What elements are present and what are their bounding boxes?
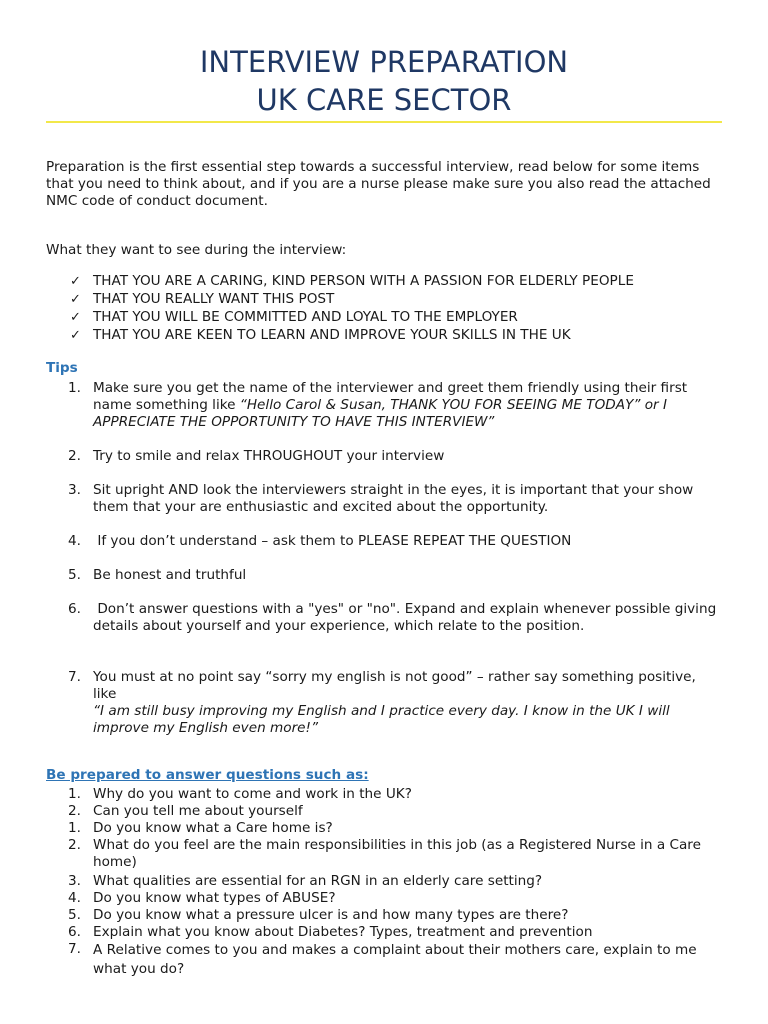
check-icon: ✓	[70, 292, 81, 307]
tip-text: You must at no point say “sorry my english is not good” – rather say something positive, like	[93, 669, 696, 702]
checklist-item	[46, 273, 722, 291]
tip-number: 5.	[68, 567, 81, 583]
tip-number: 7.	[68, 669, 81, 685]
checklist-item-text: THAT YOU REALLY WANT THIS POST	[93, 291, 335, 307]
question-item	[46, 803, 722, 820]
question-number: 3.	[68, 873, 81, 889]
checklist-item	[46, 309, 722, 327]
tip-text: Try to smile and relax THROUGHOUT your interview	[93, 448, 445, 464]
tip-number: 4.	[68, 533, 81, 549]
questions-heading: Be prepared to answer questions such as:	[46, 767, 369, 783]
question-text: What do you feel are the main responsibilities in this job (as a Registered Nurse in a Care home)	[93, 837, 701, 870]
tip-item	[46, 448, 722, 465]
tip-item	[46, 567, 722, 584]
page-title-line-1: INTERVIEW PREPARATION	[199, 45, 569, 79]
question-number: 5.	[68, 907, 81, 923]
tip-item	[46, 533, 722, 550]
question-item	[46, 786, 722, 803]
question-text: Do you know what a Care home is?	[93, 820, 333, 836]
tip-text: If you don’t understand – ask them to PLEASE REPEAT THE QUESTION	[93, 533, 572, 549]
tip-text: Make sure you get the name of the interviewer and greet them friendly using their first name something like	[93, 380, 688, 413]
tip-text: Sit upright AND look the interviewers straight in the eyes, it is important that your show them that your are enthusiastic and excited about the opportunity.	[93, 482, 694, 515]
question-number: 4.	[68, 890, 81, 906]
intro-paragraph: Preparation is the first essential step towards a successful interview, read below for some items that you need to think about, and if you are a nurse please make sure you also read the attached NMC code of conduct document.	[46, 159, 711, 209]
question-item	[46, 941, 722, 979]
tip-number: 2.	[68, 448, 81, 464]
question-item	[46, 837, 722, 871]
question-number: 2.	[68, 803, 81, 819]
checklist-item-text: THAT YOU ARE KEEN TO LEARN AND IMPROVE YOUR SKILLS IN THE UK	[93, 327, 571, 343]
tip-text: Be honest and truthful	[93, 567, 247, 583]
question-item	[46, 873, 722, 890]
tip-item	[46, 482, 722, 516]
tip-item	[46, 669, 722, 737]
tip-number: 1.	[68, 380, 81, 396]
check-icon: ✓	[70, 310, 81, 325]
checklist-item-text: THAT YOU WILL BE COMMITTED AND LOYAL TO THE EMPLOYER	[93, 309, 518, 325]
tip-item	[46, 380, 722, 431]
question-text: Why do you want to come and work in the UK?	[93, 786, 412, 802]
tips-heading: Tips	[46, 360, 78, 376]
question-text: Do you know what types of ABUSE?	[93, 890, 336, 906]
checklist	[46, 273, 722, 345]
question-text: What qualities are essential for an RGN in an elderly care setting?	[93, 873, 543, 889]
question-text: A Relative comes to you and makes a complaint about their mothers care, explain to me what you do?	[93, 942, 697, 977]
checklist-item	[46, 327, 722, 345]
question-number: 7.	[68, 941, 81, 957]
question-item	[46, 924, 722, 941]
tip-number: 6.	[68, 601, 81, 617]
tip-text: Don’t answer questions with a "yes" or "no". Expand and explain whenever possible giving details about yourself and your experience, which relate to the position.	[93, 601, 721, 634]
tip-example-quote: “Hello Carol & Susan, THANK YOU FOR SEEING ME TODAY” or I APPRECIATE THE OPPORTUNITY TO HAVE THIS INTERVIEW”	[93, 397, 667, 430]
question-item	[46, 820, 722, 837]
question-number: 6.	[68, 924, 81, 940]
want-heading: What they want to see during the interview:	[46, 242, 347, 258]
question-item	[46, 907, 722, 924]
check-icon: ✓	[70, 328, 81, 343]
question-number: 1.	[68, 786, 81, 802]
question-number: 1.	[68, 820, 81, 836]
question-number: 2.	[68, 837, 81, 853]
tip-item	[46, 601, 722, 635]
question-text: Explain what you know about Diabetes? Types, treatment and prevention	[93, 924, 593, 940]
checklist-item-text: THAT YOU ARE A CARING, KIND PERSON WITH A PASSION FOR ELDERLY PEOPLE	[93, 273, 634, 289]
tip-number: 3.	[68, 482, 81, 498]
question-text: Can you tell me about yourself	[93, 803, 303, 819]
tip-example-quote: “I am still busy improving my English and I practice every day. I know in the UK I will improve my English even more!”	[93, 703, 670, 736]
question-text: Do you know what a pressure ulcer is and how many types are there?	[93, 907, 569, 923]
check-icon: ✓	[70, 274, 81, 289]
checklist-item	[46, 291, 722, 309]
page-title-line-2: UK CARE SECTOR	[256, 83, 512, 117]
title-divider	[46, 121, 722, 123]
question-item	[46, 890, 722, 907]
